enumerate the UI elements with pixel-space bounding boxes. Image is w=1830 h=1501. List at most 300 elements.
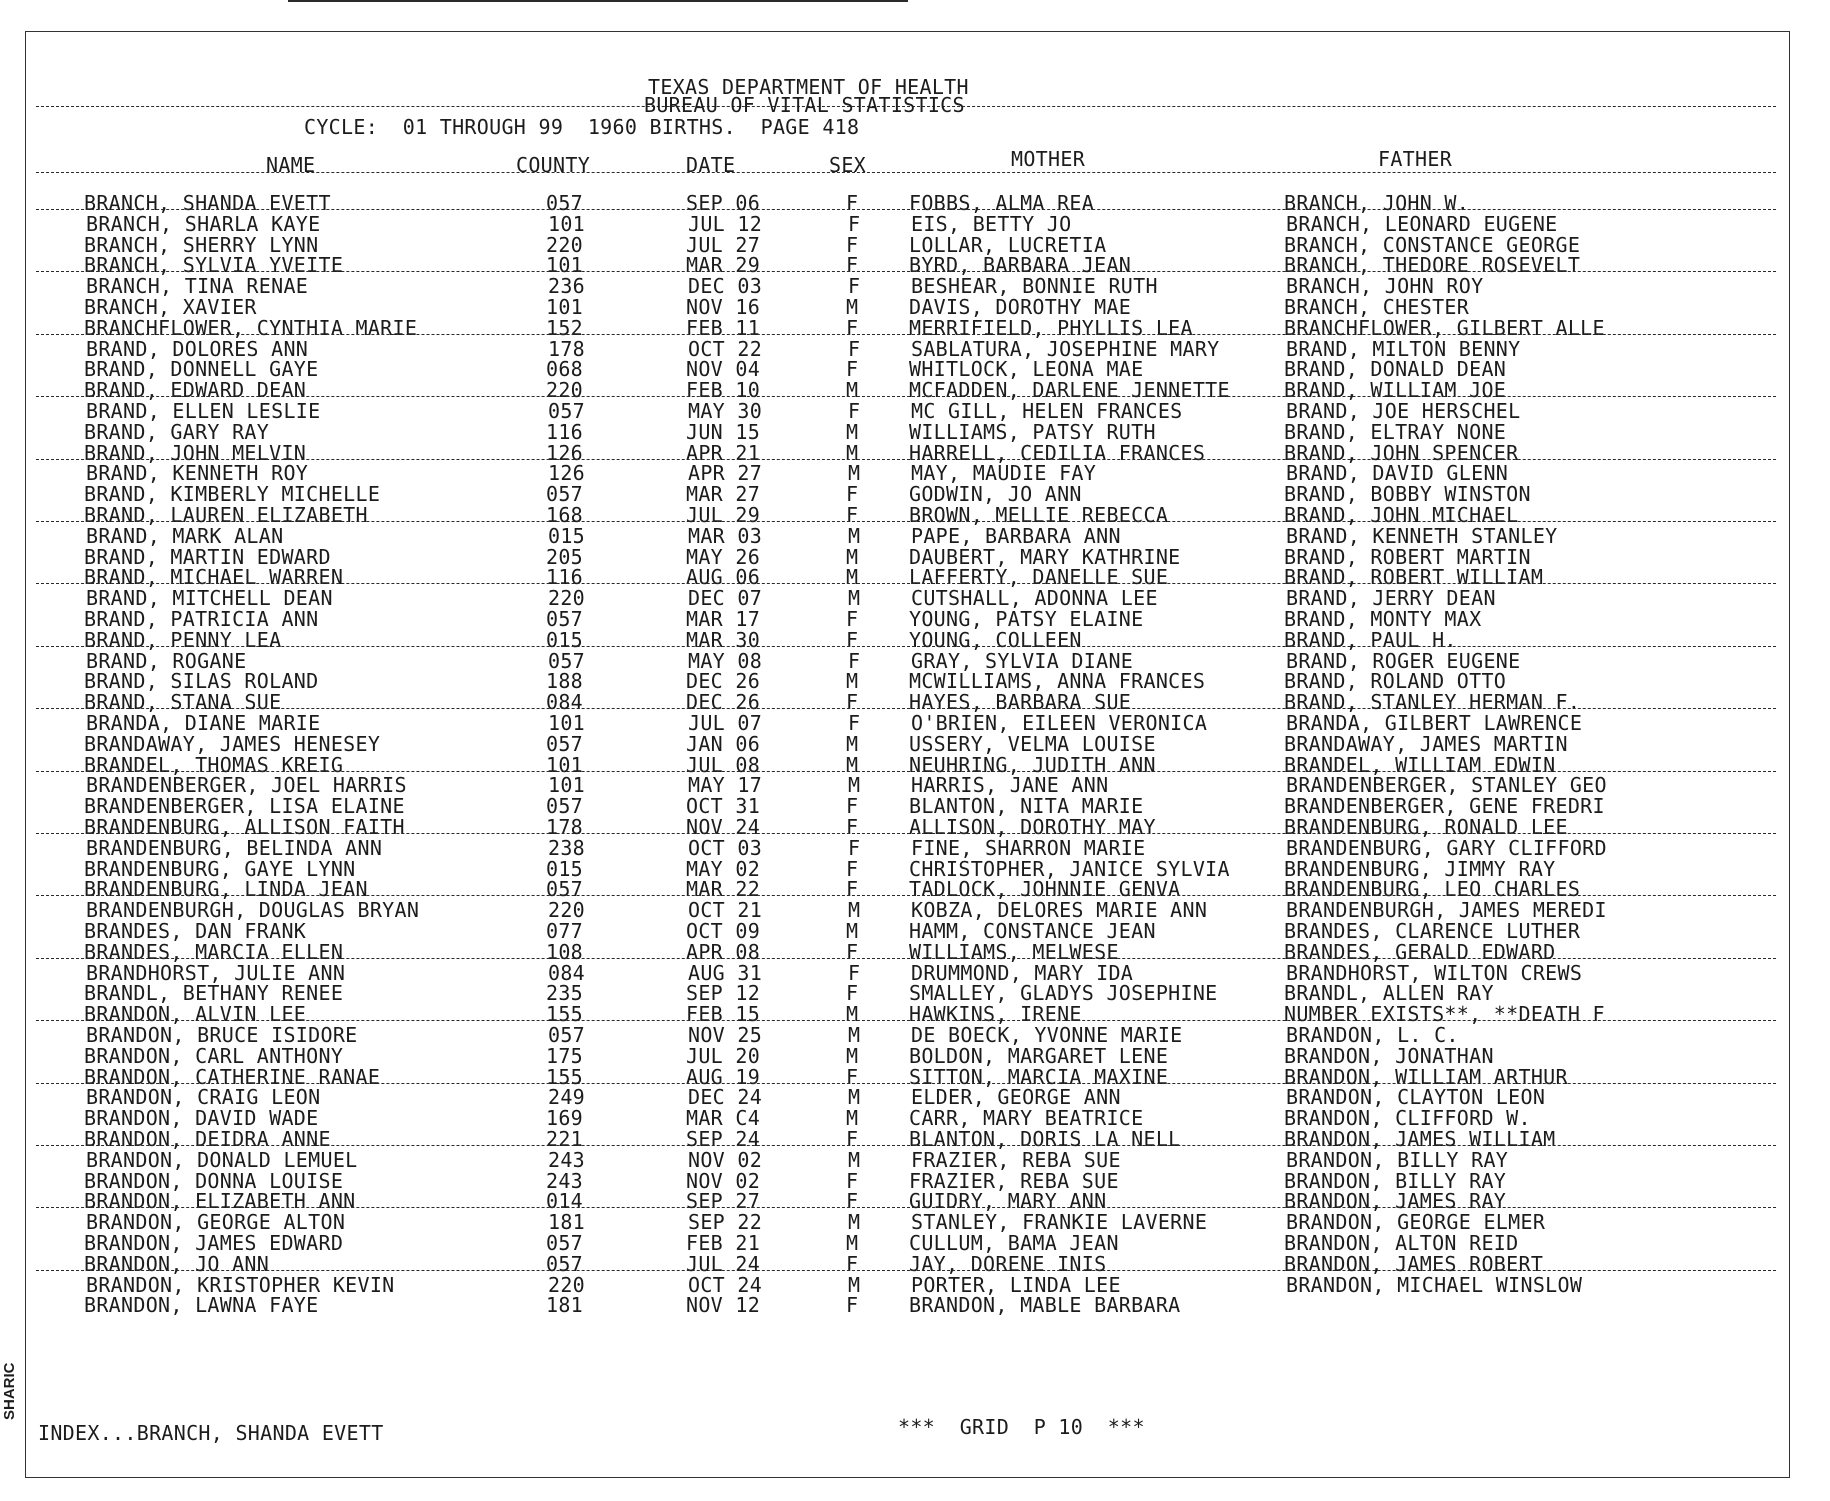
- cell-mother: NEUHRING, JUDITH ANN: [909, 752, 1156, 777]
- cell-mother: BESHEAR, BONNIE RUTH: [911, 274, 1158, 299]
- cell-date: MAR 27: [686, 482, 761, 507]
- cell-father: BRANCH, LEONARD EUGENE: [1286, 211, 1558, 236]
- cell-county: 220: [546, 232, 584, 257]
- cell-mother: YOUNG, COLLEEN: [909, 627, 1082, 652]
- cell-county: 101: [546, 295, 584, 319]
- cell-name: BRAND, MICHAEL WARREN: [84, 565, 344, 590]
- cell-sex: F: [846, 877, 859, 902]
- cell-mother: HAYES, BARBARA SUE: [909, 690, 1132, 715]
- cell-father: BRANDENBURG, GARY CLIFFORD: [1286, 835, 1607, 860]
- cell-sex: F: [846, 315, 859, 340]
- cell-mother: HAWKINS, IRENE: [909, 1002, 1082, 1027]
- cell-name: BRAND, PATRICIA ANN: [84, 607, 319, 631]
- cell-sex: M: [846, 544, 859, 569]
- footer-index: INDEX...BRANCH, SHANDA EVETT: [38, 1421, 384, 1445]
- cell-county: 101: [546, 253, 584, 278]
- column-header-father: FATHER: [1378, 147, 1453, 171]
- cell-date: AUG 31: [688, 960, 763, 985]
- cell-mother: DAVIS, DOROTHY MAE: [909, 295, 1132, 319]
- cell-father: BRAND, MILTON BENNY: [1286, 336, 1521, 361]
- cell-father: BRANDON, BILLY RAY: [1286, 1147, 1509, 1172]
- cell-date: FEB 10: [686, 378, 761, 403]
- cell-father: BRAND, ROBERT WILLIAM: [1284, 565, 1544, 590]
- cell-date: SEP 24: [686, 1127, 761, 1151]
- cell-sex: F: [846, 939, 859, 964]
- cell-mother: ALLISON, DOROTHY MAY: [909, 815, 1156, 839]
- cell-county: 181: [546, 1293, 584, 1318]
- cell-sex: F: [846, 690, 859, 715]
- cell-county: 155: [546, 1064, 584, 1089]
- cell-mother: FRAZIER, REBA SUE: [911, 1147, 1121, 1172]
- cell-name: BRANDON, JAMES EDWARD: [84, 1231, 344, 1255]
- cell-mother: BOLDON, MARGARET LENE: [909, 1043, 1169, 1068]
- cell-father: BRAND, JERRY DEAN: [1286, 586, 1496, 611]
- cell-date: NOV 12: [686, 1293, 761, 1318]
- cell-date: MAY 30: [688, 399, 763, 423]
- cell-mother: FRAZIER, REBA SUE: [909, 1168, 1119, 1193]
- cell-date: NOV 02: [688, 1147, 763, 1172]
- cell-father: BRANDON, CLAYTON LEON: [1286, 1085, 1546, 1110]
- cell-date: JUL 24: [686, 1251, 761, 1276]
- cell-mother: FINE, SHARRON MARIE: [911, 835, 1146, 860]
- cell-father: BRAND, MONTY MAX: [1284, 607, 1482, 631]
- footer-grid: *** GRID P 10 ***: [898, 1415, 1145, 1439]
- printout-page: [25, 31, 1790, 1478]
- row-group-rule: [36, 583, 1776, 584]
- cell-mother: BLANTON, NITA MARIE: [909, 794, 1144, 819]
- cell-sex: M: [848, 1023, 861, 1047]
- cell-father: BRANDON, WILLIAM ARTHUR: [1284, 1064, 1568, 1089]
- cell-mother: SITTON, MARCIA MAXINE: [909, 1064, 1169, 1089]
- cell-sex: F: [846, 1168, 859, 1193]
- cell-father: BRANDENBURG, LEO CHARLES: [1284, 877, 1581, 902]
- cell-date: MAY 26: [686, 544, 761, 569]
- cell-father: BRAND, PAUL H.: [1284, 627, 1457, 652]
- cell-father: BRANDES, GERALD EDWARD: [1284, 939, 1556, 964]
- cell-father: BRANDENBURG, RONALD LEE: [1284, 815, 1568, 839]
- cell-father: BRANDENBURG, JIMMY RAY: [1284, 856, 1556, 881]
- cell-mother: LOLLAR, LUCRETIA: [909, 232, 1107, 257]
- cell-name: BRANCH, SHANDA EVETT: [84, 191, 331, 215]
- cell-name: BRANDON, DEIDRA ANNE: [84, 1127, 331, 1151]
- cell-county: 155: [546, 1002, 584, 1027]
- cell-name: BRANDENBERGER, JOEL HARRIS: [86, 773, 407, 798]
- cell-father: BRANDON, BILLY RAY: [1284, 1168, 1507, 1193]
- cell-mother: LAFFERTY, DANELLE SUE: [909, 565, 1169, 590]
- cell-father: BRANDON, JONATHAN: [1284, 1043, 1494, 1068]
- row-group-rule: [36, 895, 1776, 896]
- cell-county: 238: [548, 835, 586, 860]
- cell-date: JUL 20: [686, 1043, 761, 1068]
- cell-county: 077: [546, 919, 584, 943]
- cell-date: JUL 08: [686, 752, 761, 777]
- cell-mother: WHITLOCK, LEONA MAE: [909, 357, 1144, 382]
- cell-mother: CULLUM, BAMA JEAN: [909, 1231, 1119, 1255]
- cell-father: BRAND, JOHN SPENCER: [1284, 440, 1519, 465]
- cell-county: 181: [548, 1210, 586, 1235]
- cell-date: DEC 26: [686, 690, 761, 715]
- cell-father: BRANDAWAY, JAMES MARTIN: [1284, 731, 1568, 756]
- row-group-rule: [36, 958, 1776, 959]
- cell-county: 101: [548, 211, 586, 236]
- row-group-rule: [36, 1020, 1776, 1021]
- cell-date: SEP 22: [688, 1210, 763, 1235]
- cell-county: 236: [548, 274, 586, 299]
- cell-county: 221: [546, 1127, 584, 1151]
- header-bureau: BUREAU OF VITAL STATISTICS: [644, 93, 965, 117]
- cell-date: APR 21: [686, 440, 761, 465]
- cell-date: SEP 12: [686, 981, 761, 1006]
- cell-mother: O'BRIEN, EILEEN VERONICA: [911, 711, 1208, 735]
- cell-mother: SMALLEY, GLADYS JOSEPHINE: [909, 981, 1218, 1006]
- cell-father: BRAND, DAVID GLENN: [1286, 461, 1509, 486]
- row-group-rule: [36, 334, 1776, 335]
- cell-father: BRAND, BOBBY WINSTON: [1284, 482, 1531, 507]
- cell-sex: F: [846, 981, 859, 1006]
- cell-mother: BROWN, MELLIE REBECCA: [909, 503, 1169, 527]
- cell-mother: EIS, BETTY JO: [911, 211, 1072, 236]
- cell-name: BRANCH, SHERRY LYNN: [84, 232, 319, 257]
- cell-date: JUL 27: [686, 232, 761, 257]
- cell-father: NUMBER EXISTS**, **DEATH F: [1284, 1002, 1605, 1027]
- cell-mother: MCFADDEN, DARLENE JENNETTE: [909, 378, 1230, 403]
- cell-date: JUL 12: [688, 211, 763, 236]
- cell-county: 057: [546, 482, 584, 507]
- cell-father: BRANDES, CLARENCE LUTHER: [1284, 919, 1581, 943]
- cell-father: BRANCH, THEDORE ROSEVELT: [1284, 253, 1581, 278]
- row-group-rule: [36, 459, 1776, 460]
- cell-father: BRANDON, CLIFFORD W.: [1284, 1106, 1531, 1131]
- cell-date: JUL 07: [688, 711, 763, 735]
- cell-name: BRAND, SILAS ROLAND: [84, 669, 319, 694]
- cell-name: BRAND, DOLORES ANN: [86, 336, 309, 361]
- cell-sex: M: [848, 1210, 861, 1235]
- cell-name: BRANDON, CARL ANTHONY: [84, 1043, 344, 1068]
- cell-county: 168: [546, 503, 584, 527]
- cell-sex: M: [846, 1231, 859, 1255]
- cell-mother: BLANTON, DORIS LA NELL: [909, 1127, 1181, 1151]
- cell-county: 057: [546, 1251, 584, 1276]
- cell-county: 057: [546, 1231, 584, 1255]
- cell-father: BRAND, JOHN MICHAEL: [1284, 503, 1519, 527]
- cell-date: DEC 07: [688, 586, 763, 611]
- cell-father: BRANDON, JAMES RAY: [1284, 1189, 1507, 1214]
- cell-county: 205: [546, 544, 584, 569]
- cell-name: BRAND, ROGANE: [86, 648, 247, 673]
- cell-county: 057: [546, 877, 584, 902]
- cell-mother: GODWIN, JO ANN: [909, 482, 1082, 507]
- cell-mother: CUTSHALL, ADONNA LEE: [911, 586, 1158, 611]
- cell-father: BRANDENBURGH, JAMES MEREDI: [1286, 898, 1607, 923]
- cell-date: OCT 21: [688, 898, 763, 923]
- cell-father: BRANCH, JOHN ROY: [1286, 274, 1484, 299]
- cell-sex: M: [848, 898, 861, 923]
- cell-sex: F: [846, 232, 859, 257]
- cell-date: OCT 09: [686, 919, 761, 943]
- cell-date: MAR 29: [686, 253, 761, 278]
- cell-date: OCT 24: [688, 1272, 763, 1297]
- row-group-rule: [36, 396, 1776, 397]
- cell-father: BRANCHFLOWER, GILBERT ALLE: [1284, 315, 1605, 340]
- cell-father: BRAND, WILLIAM JOE: [1284, 378, 1507, 403]
- cell-name: BRANCH, XAVIER: [84, 295, 257, 319]
- cell-county: 169: [546, 1106, 584, 1131]
- cell-name: BRAND, ELLEN LESLIE: [86, 399, 321, 423]
- cell-name: BRANDON, CATHERINE RANAE: [84, 1064, 381, 1089]
- cell-sex: F: [846, 815, 859, 839]
- cell-county: 243: [546, 1168, 584, 1193]
- row-group-rule: [36, 271, 1776, 272]
- row-group-rule: [36, 1207, 1776, 1208]
- cell-county: 249: [548, 1085, 586, 1110]
- cell-sex: F: [846, 253, 859, 278]
- cell-county: 243: [548, 1147, 586, 1172]
- cell-name: BRANDON, ELIZABETH ANN: [84, 1189, 356, 1214]
- cell-county: 015: [548, 523, 586, 548]
- cell-father: BRANDL, ALLEN RAY: [1284, 981, 1494, 1006]
- cell-father: BRANCH, CONSTANCE GEORGE: [1284, 232, 1581, 257]
- cell-county: 015: [546, 627, 584, 652]
- cell-county: 220: [548, 586, 586, 611]
- cell-father: BRANDENBERGER, STANLEY GEO: [1286, 773, 1607, 798]
- cell-county: 188: [546, 669, 584, 694]
- cell-county: 057: [546, 731, 584, 756]
- cell-name: BRANDL, BETHANY RENEE: [84, 981, 344, 1006]
- cell-sex: F: [848, 399, 861, 423]
- cell-county: 220: [548, 898, 586, 923]
- cell-county: 152: [546, 315, 584, 340]
- cell-county: 220: [546, 378, 584, 403]
- cell-county: 015: [546, 856, 584, 881]
- cell-date: OCT 22: [688, 336, 763, 361]
- row-group-rule: [36, 1145, 1776, 1146]
- cell-mother: KOBZA, DELORES MARIE ANN: [911, 898, 1208, 923]
- cell-name: BRANDES, MARCIA ELLEN: [84, 939, 344, 964]
- cell-mother: HARRIS, JANE ANN: [911, 773, 1109, 798]
- cell-mother: MERRIFIELD, PHYLLIS LEA: [909, 315, 1193, 340]
- column-header-county: COUNTY: [516, 153, 591, 177]
- cell-father: BRAND, ROLAND OTTO: [1284, 669, 1507, 694]
- cell-county: 084: [546, 690, 584, 715]
- cell-name: BRANCHFLOWER, CYNTHIA MARIE: [84, 315, 418, 340]
- cell-sex: F: [846, 627, 859, 652]
- cell-name: BRAND, KENNETH ROY: [86, 461, 309, 486]
- cell-name: BRANDENBURG, ALLISON FAITH: [84, 815, 405, 839]
- cell-mother: PAPE, BARBARA ANN: [911, 523, 1121, 548]
- cell-sex: M: [846, 440, 859, 465]
- cell-sex: F: [846, 1127, 859, 1151]
- cell-mother: BYRD, BARBARA JEAN: [909, 253, 1132, 278]
- cell-sex: M: [846, 669, 859, 694]
- cell-father: BRAND, ELTRAY NONE: [1284, 419, 1507, 444]
- cell-date: FEB 15: [686, 1002, 761, 1027]
- cell-mother: MAY, MAUDIE FAY: [911, 461, 1097, 486]
- cell-name: BRANDON, CRAIG LEON: [86, 1085, 321, 1110]
- row-group-rule: [36, 708, 1776, 709]
- cell-date: MAY 02: [686, 856, 761, 881]
- cell-father: BRAND, DONALD DEAN: [1284, 357, 1507, 382]
- column-header-mother: MOTHER: [1011, 147, 1086, 171]
- cell-name: BRANCH, SYLVIA YVEITE: [84, 253, 344, 278]
- column-header-name: NAME: [266, 153, 316, 177]
- cell-county: 178: [546, 815, 584, 839]
- cell-mother: DRUMMOND, MARY IDA: [911, 960, 1134, 985]
- cell-sex: F: [846, 1251, 859, 1276]
- cell-name: BRANDA, DIANE MARIE: [86, 711, 321, 735]
- header-cycle: CYCLE: 01 THROUGH 99 1960 BIRTHS. PAGE 418: [304, 115, 860, 139]
- cell-date: SEP 06: [686, 191, 761, 215]
- cell-father: BRANDEL, WILLIAM EDWIN: [1284, 752, 1556, 777]
- cell-father: BRANDON, GEORGE ELMER: [1286, 1210, 1546, 1235]
- cell-sex: M: [846, 752, 859, 777]
- cell-county: 057: [546, 607, 584, 631]
- cell-name: BRANDES, DAN FRANK: [84, 919, 307, 943]
- cell-county: 014: [546, 1189, 584, 1214]
- cell-name: BRAND, LAUREN ELIZABETH: [84, 503, 368, 527]
- cell-father: BRANDHORST, WILTON CREWS: [1286, 960, 1583, 985]
- cell-sex: F: [846, 856, 859, 881]
- cell-mother: FOBBS, ALMA REA: [909, 191, 1095, 215]
- cell-name: BRANDON, GEORGE ALTON: [86, 1210, 346, 1235]
- cell-sex: F: [846, 607, 859, 631]
- cell-mother: USSERY, VELMA LOUISE: [909, 731, 1156, 756]
- cell-sex: F: [846, 794, 859, 819]
- cell-sex: F: [848, 960, 861, 985]
- cell-name: BRANDENBERGER, LISA ELAINE: [84, 794, 405, 819]
- row-group-rule: [36, 771, 1776, 772]
- cell-county: 175: [546, 1043, 584, 1068]
- cell-mother: GUIDRY, MARY ANN: [909, 1189, 1107, 1214]
- cell-sex: M: [848, 1272, 861, 1297]
- cell-sex: M: [846, 1106, 859, 1131]
- cell-name: BRANDENBURG, GAYE LYNN: [84, 856, 356, 881]
- cell-date: NOV 24: [686, 815, 761, 839]
- cell-sex: F: [846, 1293, 859, 1318]
- cell-county: 101: [546, 752, 584, 777]
- cell-sex: M: [848, 523, 861, 548]
- scan-top-rule: [288, 0, 908, 2]
- cell-mother: MC GILL, HELEN FRANCES: [911, 399, 1183, 423]
- header-department: TEXAS DEPARTMENT OF HEALTH: [648, 75, 969, 99]
- row-group-rule: [36, 521, 1776, 522]
- cell-date: NOV 04: [686, 357, 761, 382]
- cell-county: 108: [546, 939, 584, 964]
- cell-name: BRANDON, DONALD LEMUEL: [86, 1147, 358, 1172]
- cell-sex: F: [848, 336, 861, 361]
- cell-name: BRANCH, SHARLA KAYE: [86, 211, 321, 236]
- cell-date: NOV 25: [688, 1023, 763, 1047]
- cell-father: BRAND, STANLEY HERMAN F.: [1284, 690, 1581, 715]
- cell-father: BRANDA, GILBERT LAWRENCE: [1286, 711, 1583, 735]
- cell-mother: DAUBERT, MARY KATHRINE: [909, 544, 1181, 569]
- cell-sex: F: [846, 191, 859, 215]
- cell-name: BRANDENBURGH, DOUGLAS BRYAN: [86, 898, 420, 923]
- cell-mother: STANLEY, FRANKIE LAVERNE: [911, 1210, 1208, 1235]
- cell-sex: M: [846, 295, 859, 319]
- row-group-rule: [36, 1270, 1776, 1271]
- side-label: SHARIC: [1, 1362, 18, 1420]
- cell-name: BRAND, KIMBERLY MICHELLE: [84, 482, 381, 507]
- cell-father: BRANDON, MICHAEL WINSLOW: [1286, 1272, 1583, 1297]
- cell-county: 057: [548, 399, 586, 423]
- cell-name: BRAND, DONNELL GAYE: [84, 357, 319, 382]
- cell-mother: DE BOECK, YVONNE MARIE: [911, 1023, 1183, 1047]
- cell-sex: M: [848, 586, 861, 611]
- row-group-rule: [36, 209, 1776, 210]
- cell-county: 116: [546, 419, 584, 444]
- cell-date: MAR 22: [686, 877, 761, 902]
- row-group-rule: [36, 833, 1776, 834]
- cell-date: MAY 08: [688, 648, 763, 673]
- cell-sex: M: [846, 731, 859, 756]
- cell-father: BRANDON, ALTON REID: [1284, 1231, 1519, 1255]
- cell-sex: M: [848, 1147, 861, 1172]
- cell-sex: F: [846, 482, 859, 507]
- cell-sex: F: [846, 357, 859, 382]
- cell-sex: F: [848, 711, 861, 735]
- cell-county: 057: [546, 191, 584, 215]
- cell-date: AUG 19: [686, 1064, 761, 1089]
- cell-name: BRANDEL, THOMAS KREIG: [84, 752, 344, 777]
- cell-name: BRANDON, DONNA LOUISE: [84, 1168, 344, 1193]
- cell-name: BRANDON, DAVID WADE: [84, 1106, 319, 1131]
- cell-county: 126: [546, 440, 584, 465]
- cell-mother: BRANDON, MABLE BARBARA: [909, 1293, 1181, 1318]
- cell-county: 068: [546, 357, 584, 382]
- cell-date: NOV 16: [686, 295, 761, 319]
- cell-sex: M: [848, 1085, 861, 1110]
- cell-sex: F: [848, 274, 861, 299]
- cell-name: BRANDON, JO ANN: [84, 1251, 270, 1276]
- cell-name: BRANDON, LAWNA FAYE: [84, 1293, 319, 1318]
- cell-sex: M: [846, 565, 859, 590]
- cell-mother: WILLIAMS, MELWESE: [909, 939, 1119, 964]
- cell-county: 084: [548, 960, 586, 985]
- cell-date: AUG 06: [686, 565, 761, 590]
- cell-mother: PORTER, LINDA LEE: [911, 1272, 1121, 1297]
- cell-name: BRANDAWAY, JAMES HENESEY: [84, 731, 381, 756]
- column-header-sex: SEX: [829, 153, 867, 177]
- cell-name: BRAND, GARY RAY: [84, 419, 270, 444]
- cell-father: BRANDON, L. C.: [1286, 1023, 1459, 1047]
- cell-date: JUL 29: [686, 503, 761, 527]
- cell-father: BRAND, KENNETH STANLEY: [1286, 523, 1558, 548]
- cell-date: MAR 03: [688, 523, 763, 548]
- cell-mother: ELDER, GEORGE ANN: [911, 1085, 1121, 1110]
- cell-sex: M: [846, 378, 859, 403]
- cell-date: MAR C4: [686, 1106, 761, 1131]
- cell-date: JUN 15: [686, 419, 761, 444]
- cell-name: BRANDENBURG, LINDA JEAN: [84, 877, 368, 902]
- cell-date: OCT 31: [686, 794, 761, 819]
- cell-county: 116: [546, 565, 584, 590]
- cell-name: BRAND, JOHN MELVIN: [84, 440, 307, 465]
- cell-father: BRANDON, JAMES ROBERT: [1284, 1251, 1544, 1276]
- cell-name: BRAND, MARTIN EDWARD: [84, 544, 331, 569]
- cell-date: JAN 06: [686, 731, 761, 756]
- row-group-rule: [36, 1083, 1776, 1084]
- column-header-date: DATE: [686, 153, 736, 177]
- cell-sex: F: [846, 503, 859, 527]
- cell-mother: HARRELL, CEDILIA FRANCES: [909, 440, 1206, 465]
- cell-county: 101: [548, 773, 586, 798]
- cell-sex: F: [848, 648, 861, 673]
- cell-county: 178: [548, 336, 586, 361]
- cell-date: MAR 30: [686, 627, 761, 652]
- cell-mother: CARR, MARY BEATRICE: [909, 1106, 1144, 1131]
- cell-name: BRANDENBURG, BELINDA ANN: [86, 835, 383, 860]
- cell-sex: M: [848, 461, 861, 486]
